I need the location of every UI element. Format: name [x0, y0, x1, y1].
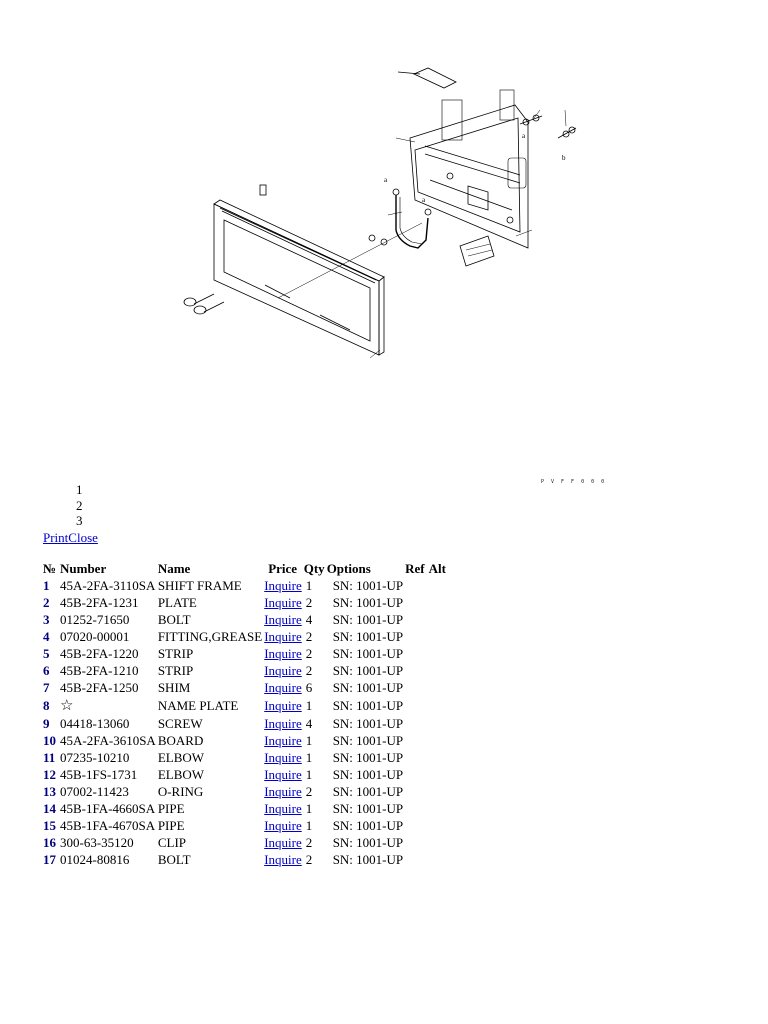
options: SN: 1001-UP — [332, 766, 404, 782]
inquire-link[interactable]: Inquire — [264, 766, 302, 782]
quantity: 1 — [305, 817, 313, 833]
quantity: 2 — [305, 783, 313, 799]
quantity: 2 — [305, 628, 313, 644]
callout-letter: a — [422, 196, 426, 204]
options: SN: 1001-UP — [332, 594, 404, 610]
price-cell — [264, 662, 304, 679]
part-name: PIPE — [157, 800, 185, 816]
row-index: 7 — [43, 679, 50, 695]
part-number: 45A-2FA-3610SA — [60, 732, 156, 748]
ref-cell — [405, 628, 429, 645]
inquire-link[interactable]: Inquire — [264, 594, 302, 610]
alt-cell — [429, 662, 448, 679]
ref-cell — [405, 577, 429, 594]
table-row — [43, 662, 448, 679]
quantity: 4 — [305, 611, 313, 627]
part-name: BOLT — [157, 851, 191, 867]
close-link[interactable]: Close — [68, 530, 98, 545]
part-number: 300-63-35120 — [60, 834, 134, 850]
row-index: 12 — [43, 766, 56, 782]
inquire-link[interactable]: Inquire — [264, 645, 302, 661]
table-row — [43, 732, 448, 749]
quantity: 1 — [305, 697, 313, 713]
options: SN: 1001-UP — [332, 749, 404, 765]
part-name: SHIM — [157, 679, 191, 695]
row-index: 10 — [43, 732, 56, 748]
part-number: 07020-00001 — [60, 628, 130, 644]
inquire-link[interactable]: Inquire — [264, 697, 302, 713]
alt-cell — [429, 628, 448, 645]
header-options: Options — [326, 560, 371, 576]
table-row — [43, 851, 448, 868]
callout-letter: a — [384, 176, 388, 184]
price-cell — [264, 766, 304, 783]
price-cell — [264, 851, 304, 868]
part-number: ☆ — [60, 698, 74, 714]
options: SN: 1001-UP — [332, 715, 404, 731]
part-name: NAME PLATE — [157, 697, 239, 713]
row-index: 6 — [43, 662, 50, 678]
ref-cell — [405, 594, 429, 611]
inquire-link[interactable]: Inquire — [264, 662, 302, 678]
alt-cell — [429, 851, 448, 868]
alt-cell — [429, 817, 448, 834]
options: SN: 1001-UP — [332, 732, 404, 748]
page-number: 3 — [76, 513, 83, 528]
alt-cell — [429, 732, 448, 749]
part-number: 45B-2FA-1220 — [60, 645, 139, 661]
ref-cell — [405, 749, 429, 766]
page-number: 2 — [76, 497, 83, 513]
table-row — [43, 817, 448, 834]
options: SN: 1001-UP — [332, 817, 404, 833]
part-number: 07002-11423 — [60, 783, 129, 799]
table-row — [43, 611, 448, 628]
part-number: 45B-2FA-1210 — [60, 662, 139, 678]
price-cell — [264, 715, 304, 732]
row-index: 11 — [43, 749, 56, 765]
header-qty: Qty — [303, 560, 325, 576]
row-index: 4 — [43, 628, 50, 644]
quantity: 2 — [305, 851, 313, 867]
quantity: 1 — [305, 766, 313, 782]
header-name: Name — [157, 560, 191, 576]
options: SN: 1001-UP — [332, 800, 404, 816]
row-index: 9 — [43, 715, 50, 731]
header-number: Number — [60, 560, 107, 576]
ref-cell — [405, 645, 429, 662]
row-index: 14 — [43, 800, 56, 816]
price-cell — [264, 577, 304, 594]
inquire-link[interactable]: Inquire — [264, 628, 302, 644]
inquire-link[interactable]: Inquire — [264, 732, 302, 748]
alt-cell — [429, 783, 448, 800]
header-price: Price — [268, 560, 298, 576]
price-cell — [264, 679, 304, 696]
ref-cell — [405, 715, 429, 732]
options: SN: 1001-UP — [332, 679, 404, 695]
quantity: 2 — [305, 834, 313, 850]
row-index: 16 — [43, 834, 56, 850]
print-link[interactable]: Print — [43, 530, 69, 545]
drawing-code: P V F F 0 0 0 — [541, 479, 607, 485]
row-index: 2 — [43, 594, 50, 610]
inquire-link[interactable]: Inquire — [264, 749, 302, 765]
part-name: BOARD — [157, 732, 204, 748]
row-index: 5 — [43, 645, 50, 661]
table-row — [43, 577, 448, 594]
page-list — [76, 482, 83, 529]
ref-cell — [405, 611, 429, 628]
quantity: 1 — [305, 732, 313, 748]
part-name: PLATE — [157, 594, 197, 610]
part-number: 07235-10210 — [60, 749, 130, 765]
part-number: 45B-1FA-4660SA — [60, 800, 156, 816]
price-cell — [264, 749, 304, 766]
page-number: 1 — [76, 482, 83, 497]
table-row — [43, 679, 448, 696]
part-number: 45B-2FA-1250 — [60, 679, 139, 695]
row-index: 17 — [43, 851, 56, 867]
inquire-link[interactable]: Inquire — [264, 715, 302, 731]
options: SN: 1001-UP — [332, 645, 404, 661]
price-cell — [264, 783, 304, 800]
table-row — [43, 715, 448, 732]
inquire-link[interactable]: Inquire — [264, 851, 302, 867]
inquire-link[interactable]: Inquire — [264, 800, 302, 816]
inquire-link[interactable]: Inquire — [264, 834, 302, 850]
bolts-drawing — [520, 115, 576, 138]
toolbar — [43, 530, 98, 546]
price-cell — [264, 732, 304, 749]
callout-letter: a — [522, 132, 526, 140]
part-number: 01252-71650 — [60, 611, 130, 627]
ref-cell — [405, 732, 429, 749]
quantity: 2 — [305, 645, 313, 661]
part-number: 01024-80816 — [60, 851, 130, 867]
price-cell — [264, 800, 304, 817]
part-name: STRIP — [157, 662, 194, 678]
row-index: 3 — [43, 611, 50, 627]
table-row — [43, 800, 448, 817]
options: SN: 1001-UP — [332, 611, 404, 627]
quantity: 2 — [305, 662, 313, 678]
header-ref: Ref — [405, 560, 425, 576]
alt-cell — [429, 611, 448, 628]
quantity: 1 — [305, 800, 313, 816]
leader-lines — [278, 110, 566, 358]
header-alt: Alt — [428, 560, 446, 576]
inquire-link[interactable]: Inquire — [264, 783, 302, 799]
part-name: STRIP — [157, 645, 194, 661]
quantity: 1 — [305, 577, 313, 593]
row-index: 1 — [43, 577, 50, 593]
inquire-link[interactable]: Inquire — [264, 577, 302, 593]
options: SN: 1001-UP — [332, 783, 404, 799]
table-row — [43, 766, 448, 783]
price-cell — [264, 834, 304, 851]
ref-cell — [405, 851, 429, 868]
ref-cell — [405, 766, 429, 783]
part-name: O-RING — [157, 783, 204, 799]
quantity: 6 — [305, 679, 313, 695]
quantity: 2 — [305, 594, 313, 610]
alt-cell — [429, 766, 448, 783]
table-row — [43, 834, 448, 851]
options: SN: 1001-UP — [332, 577, 404, 593]
ref-cell — [405, 800, 429, 817]
quantity: 1 — [305, 749, 313, 765]
ref-cell — [405, 783, 429, 800]
ref-cell — [405, 817, 429, 834]
alt-cell — [429, 696, 448, 715]
part-number: 45A-2FA-3110SA — [60, 577, 156, 593]
table-row — [43, 696, 448, 715]
ref-cell — [405, 834, 429, 851]
inquire-link[interactable]: Inquire — [264, 817, 302, 833]
parts-table — [43, 560, 448, 868]
ref-cell — [405, 679, 429, 696]
row-index: 15 — [43, 817, 56, 833]
options: SN: 1001-UP — [332, 851, 404, 867]
part-name: ELBOW — [157, 749, 205, 765]
alt-cell — [429, 645, 448, 662]
part-name: SHIFT FRAME — [157, 577, 242, 593]
parts-table-body — [43, 577, 448, 868]
price-cell — [264, 817, 304, 834]
price-cell — [264, 628, 304, 645]
alt-cell — [429, 715, 448, 732]
part-name: ELBOW — [157, 766, 205, 782]
options: SN: 1001-UP — [332, 834, 404, 850]
part-name: CLIP — [157, 834, 186, 850]
price-cell — [264, 696, 304, 715]
part-number: 45B-1FA-4670SA — [60, 817, 156, 833]
table-row — [43, 749, 448, 766]
part-number: 45B-1FS-1731 — [60, 766, 138, 782]
callout-letter: b — [562, 154, 566, 162]
ref-cell — [405, 696, 429, 715]
strip-drawing — [414, 68, 456, 88]
alt-cell — [429, 800, 448, 817]
header-index: № — [43, 560, 57, 576]
alt-cell — [429, 679, 448, 696]
front-frame-drawing — [214, 200, 384, 370]
alt-cell — [429, 834, 448, 851]
row-index: 8 — [43, 697, 50, 713]
table-row — [43, 594, 448, 611]
part-number: 45B-2FA-1231 — [60, 594, 139, 610]
table-row — [43, 645, 448, 662]
alt-cell — [429, 577, 448, 594]
part-name: BOLT — [157, 611, 191, 627]
options: SN: 1001-UP — [332, 662, 404, 678]
alt-cell — [429, 749, 448, 766]
parts-diagram — [170, 60, 590, 370]
inquire-link[interactable]: Inquire — [264, 679, 302, 695]
part-name: FITTING,GREASE — [157, 628, 263, 644]
options: SN: 1001-UP — [332, 697, 404, 713]
part-name: SCREW — [157, 715, 203, 731]
table-row — [43, 783, 448, 800]
price-cell — [264, 611, 304, 628]
table-row — [43, 628, 448, 645]
row-index: 13 — [43, 783, 56, 799]
part-number: 04418-13060 — [60, 715, 130, 731]
inquire-link[interactable]: Inquire — [264, 611, 302, 627]
price-cell — [264, 594, 304, 611]
quantity: 4 — [305, 715, 313, 731]
part-name: PIPE — [157, 817, 185, 833]
ref-cell — [405, 662, 429, 679]
front-bolts-drawing — [170, 282, 224, 314]
alt-cell — [429, 594, 448, 611]
options: SN: 1001-UP — [332, 628, 404, 644]
table-header-row — [43, 560, 448, 577]
price-cell — [264, 645, 304, 662]
fitting-drawing — [260, 185, 266, 195]
